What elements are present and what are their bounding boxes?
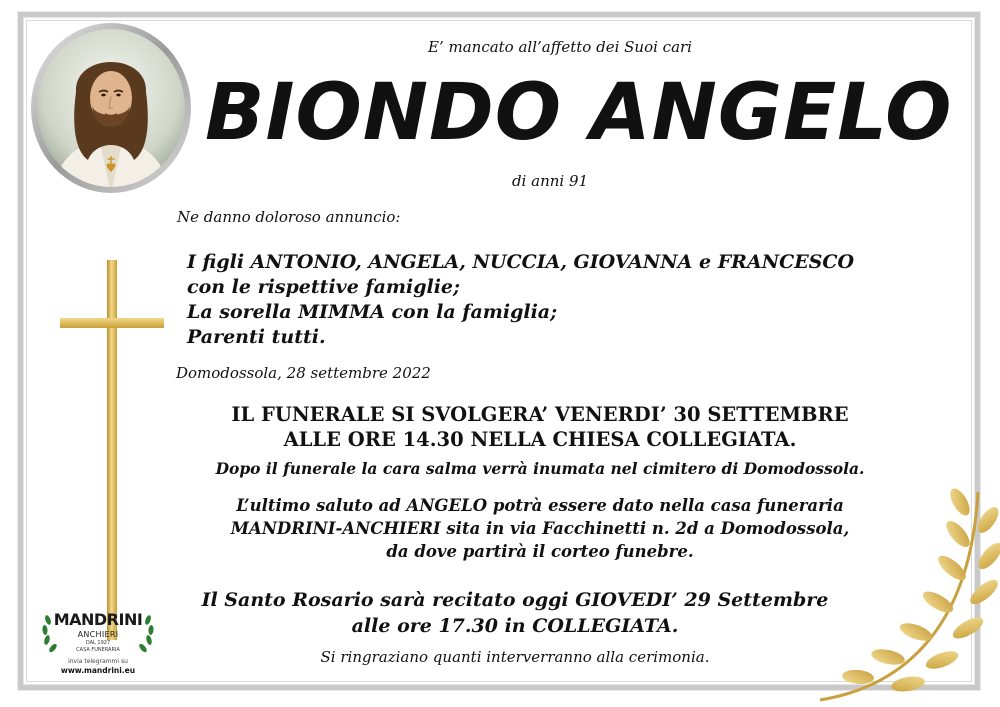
rosary-text [150, 587, 880, 639]
logo-subname: ANCHIERI [77, 630, 119, 639]
gold-cross-icon [56, 260, 168, 640]
logo-website: www.mandrini.eu [60, 666, 136, 675]
family-list [187, 250, 907, 350]
thanks-text: Si ringraziano quanti interverranno alla cerimonia. [320, 648, 710, 666]
funeral-home-logo [40, 600, 156, 680]
rosary-line: Il Santo Rosario sarà recitato oggi GIOVEDI’ 29 Settembre [201, 589, 829, 611]
farewell-line: L’ultimo saluto ad ANGELO potrà essere dato nella casa funeraria [236, 496, 844, 515]
announce-label: Ne danno doloroso annuncio: [177, 208, 401, 226]
age-text: di anni 91 [511, 172, 589, 190]
logo-since: DAL 1927 [85, 640, 111, 646]
family-line: Parenti tutti. [187, 326, 326, 348]
funeral-announcement [180, 402, 900, 452]
logo-telegram-text: invia telegrammi su [68, 658, 128, 665]
intro-text: E’ mancato all’affetto dei Suoi cari [428, 38, 692, 56]
sacred-heart-portrait-image [30, 22, 192, 194]
funeral-line: IL FUNERALE SI SVOLGERA’ VENERDI’ 30 SETTEMBRE [231, 403, 849, 426]
deceased-name: BIONDO ANGELO [205, 68, 953, 158]
funeral-line: ALLE ORE 14.30 NELLA CHIESA COLLEGIATA. [283, 428, 797, 451]
rosary-line: alle ore 17.30 in COLLEGIATA. [351, 615, 679, 637]
place-date: Domodossola, 28 settembre 2022 [176, 364, 431, 382]
logo-type: CASA FUNERARIA [76, 647, 120, 653]
family-line: con le rispettive famiglie; [187, 276, 461, 298]
farewell-line: MANDRINI-ANCHIERI sita in via Facchinetti n. 2d a Domodossola, [230, 519, 850, 538]
laurel-branch-icon [810, 472, 1000, 707]
farewell-line: da dove partirà il corteo funebre. [386, 542, 694, 561]
family-line: I figli ANTONIO, ANGELA, NUCCIA, GIOVANNA e FRANCESCO [187, 251, 855, 273]
burial-text: Dopo il funerale la cara salma verrà inumata nel cimitero di Domodossola. [215, 459, 865, 478]
last-farewell-text [180, 494, 900, 563]
family-line: La sorella MIMMA con la famiglia; [187, 301, 558, 323]
logo-name: MANDRINI [53, 610, 143, 629]
